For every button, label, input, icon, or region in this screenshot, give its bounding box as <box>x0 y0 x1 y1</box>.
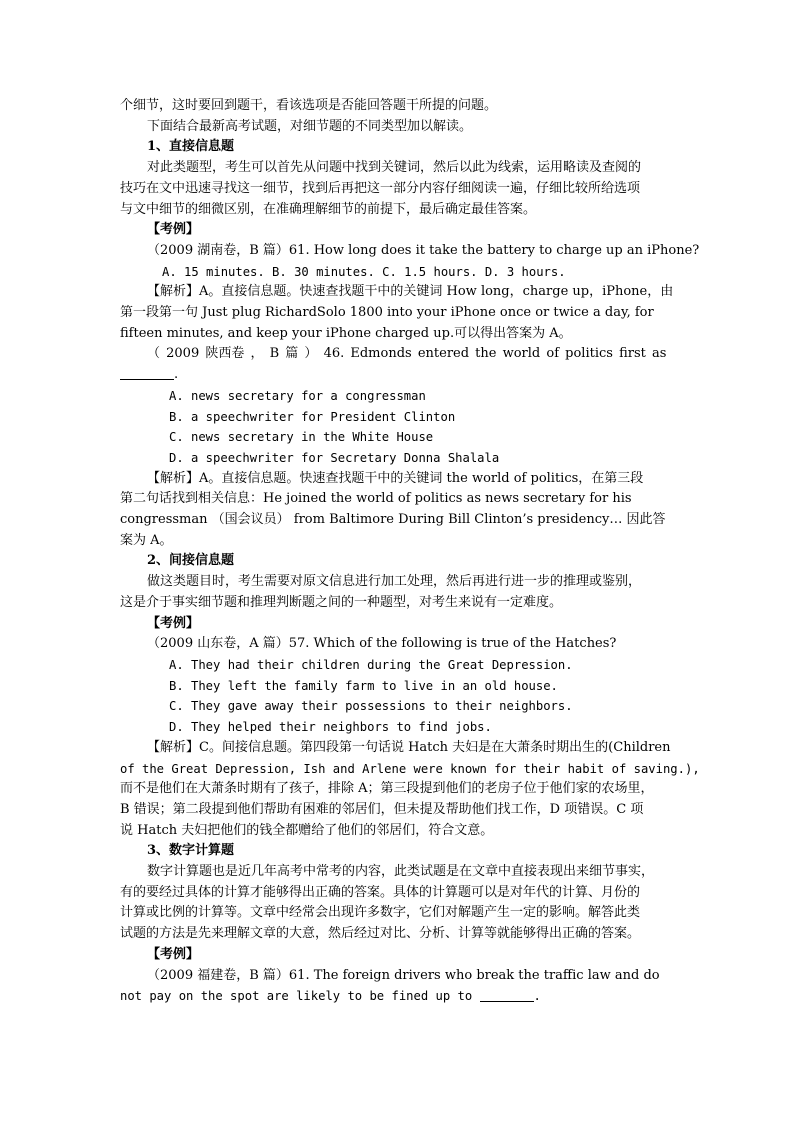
analysis-line: fifteen minutes, and keep your iPhone charged up.可以得出答案为 A。 <box>120 325 572 341</box>
question-stem-blank: . <box>120 365 676 386</box>
section-heading: 3、数字计算题 <box>147 843 235 859</box>
document-body <box>120 96 700 1007</box>
analysis-line: 说 Hatch 夫妇把他们的钱全都赠给了他们的邻居们，符合文意。 <box>120 822 494 838</box>
paragraph-line: 与文中细节的细微区别，在准确理解细节的前提下，最后确定最佳答案。 <box>120 201 537 217</box>
option-c: C. They gave away their possessions to their neighbors. <box>169 699 573 714</box>
analysis-line: 而不是他们在大萧条时期有了孩子，排除 A；第三段提到他们的老房子位于他们家的农场里， <box>120 781 654 797</box>
example-tag: 【考例】 <box>147 946 200 962</box>
question-stem: （ 2009 陕西卷 ， B 篇 ） 46. Edmonds entered the world of politics first as <box>147 346 667 362</box>
paragraph-line: 做这类题目时，考生需要对原文信息进行加工处理，然后再进行进一步的推理或鉴别， <box>147 574 642 590</box>
paragraph-line: 试题的方法是先来理解文章的大意，然后经过对比、分析、计算等就能够得出正确的答案。 <box>120 926 641 942</box>
option-d: D. They helped their neighbors to find jobs. <box>169 720 492 735</box>
analysis-line: 【解析】A。直接信息题。快速查找题干中的关键词 the world of politics，在第三段 <box>147 470 644 486</box>
analysis-line: 第二句话找到相关信息：He joined the world of politics as news secretary for his <box>120 491 632 507</box>
paragraph-line: 对此类题型，考生可以首先从问题中找到关键词，然后以此为线索，运用略读及查阅的 <box>147 160 642 176</box>
section-heading: 2、间接信息题 <box>147 553 235 569</box>
analysis-line: 案为 A。 <box>120 532 173 548</box>
intro-line: 个细节，这时要回到题干，看该选项是否能回答题干所提的问题。 <box>120 98 498 113</box>
question-stem: （2009 福建卷，B 篇）61. The foreign drivers who break the traffic law and do <box>147 967 660 983</box>
option-c: C. news secretary in the White House <box>169 430 434 445</box>
section-heading: 1、直接信息题 <box>147 139 235 155</box>
analysis-line: of the Great Depression, Ish and Arlene were known for their habit of saving.), <box>120 761 700 776</box>
analysis-line: 第一段第一句 Just plug RichardSolo 1800 into your iPhone once or twice a day, for <box>120 305 654 321</box>
paragraph-line: 技巧在文中迅速寻找这一细节，找到后再把这一部分内容仔细阅读一遍，仔细比较所给选项 <box>120 180 641 196</box>
option-b: B. a speechwriter for President Clinton <box>169 409 456 424</box>
paragraph-line: 数字计算题也是近几年高考中常考的内容，此类试题是在文章中直接表现出来细节事实， <box>147 864 655 880</box>
paragraph-line: 有的要经过具体的计算才能够得出正确的答案。具体的计算题可以是对年代的计算、月份的 <box>120 884 641 900</box>
example-tag: 【考例】 <box>147 222 200 238</box>
example-tag: 【考例】 <box>147 615 200 631</box>
question-options: A. 15 minutes. B. 30 minutes. C. 1.5 hours. D. 3 hours. <box>162 264 566 279</box>
paragraph-line: 计算或比例的计算等。文章中经常会出现许多数字，它们对解题产生一定的影响。解答此类 <box>120 905 641 921</box>
analysis-line: B 错误；第二段提到他们帮助有困难的邻居们，但未提及帮助他们找工作，D 项错误。C 项 <box>120 801 644 817</box>
option-a: A. news secretary for a congressman <box>169 388 426 403</box>
analysis-line: 【解析】C。间接信息题。第四段第一句话说 Hatch 夫妇是在大萧条时期出生的(Children <box>147 739 671 755</box>
option-d: D. a speechwriter for Secretary Donna Shalala <box>169 450 500 465</box>
analysis-line: 【解析】A。直接信息题。快速查找题干中的关键词 How long，charge up，iPhone，由 <box>147 284 674 300</box>
option-a: A. They had their children during the Great Depression. <box>169 657 573 672</box>
question-stem: not pay on the spot are likely to be fined up to . <box>120 989 541 1004</box>
paragraph-line: 这是介于事实细节题和推理判断题之间的一种题型，对考生来说有一定难度。 <box>120 594 563 610</box>
answer-blank <box>120 367 174 380</box>
question-stem: （2009 湖南卷，B 篇）61. How long does it take the battery to charge up an iPhone? <box>147 242 700 258</box>
question-stem: （2009 山东卷，A 篇）57. Which of the following is true of the Hatches? <box>147 636 617 652</box>
analysis-line: congressman （国会议员） from Baltimore During Bill Clinton’s presidency… 因此答 <box>120 512 666 528</box>
option-b: B. They left the family farm to live in an old house. <box>169 678 558 693</box>
answer-blank <box>480 989 534 1002</box>
intro-line: 下面结合最新高考试题，对细节题的不同类型加以解读。 <box>147 118 473 134</box>
